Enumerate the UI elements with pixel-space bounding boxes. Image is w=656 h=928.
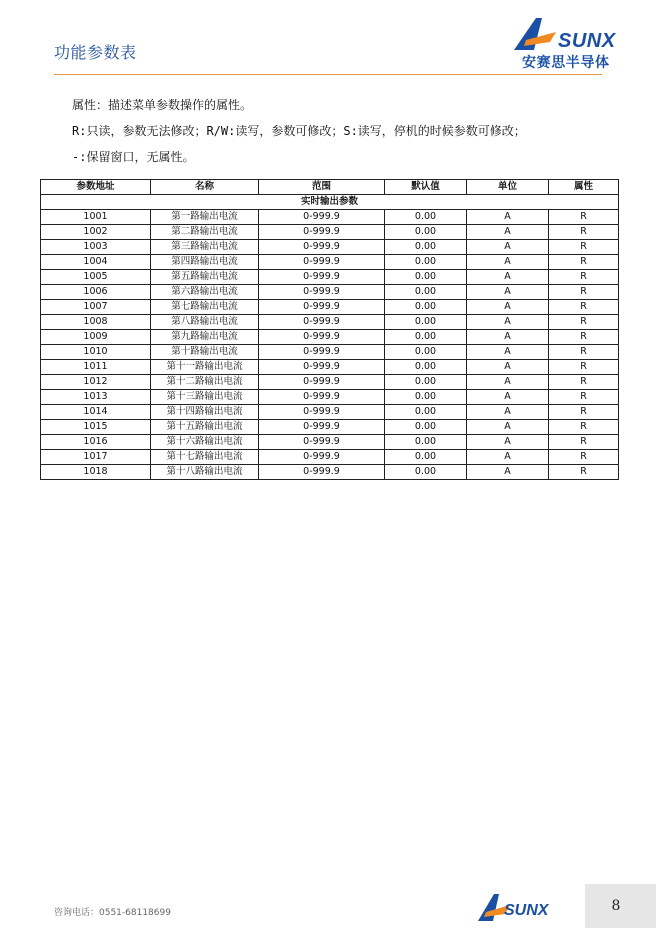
- cell-attribute: R: [549, 390, 619, 405]
- cell-attribute: R: [549, 315, 619, 330]
- header-unit: 单位: [467, 180, 549, 195]
- cell-name: 第十三路输出电流: [151, 390, 259, 405]
- cell-default: 0.00: [385, 225, 467, 240]
- cell-unit: A: [467, 330, 549, 345]
- cell-range: 0-999.9: [259, 435, 385, 450]
- header-default: 默认值: [385, 180, 467, 195]
- header-address: 参数地址: [41, 180, 151, 195]
- cell-unit: A: [467, 300, 549, 315]
- cell-unit: A: [467, 375, 549, 390]
- cell-address: 1017: [41, 450, 151, 465]
- cell-default: 0.00: [385, 240, 467, 255]
- table-row: [41, 240, 619, 255]
- cell-unit: A: [467, 450, 549, 465]
- cell-address: 1006: [41, 285, 151, 300]
- cell-default: 0.00: [385, 315, 467, 330]
- cell-name: 第十二路输出电流: [151, 375, 259, 390]
- cell-unit: A: [467, 270, 549, 285]
- cell-default: 0.00: [385, 435, 467, 450]
- attribute-description: 属性：描述菜单参数操作的属性。: [72, 98, 253, 112]
- cell-default: 0.00: [385, 390, 467, 405]
- cell-name: 第十七路输出电流: [151, 450, 259, 465]
- cell-default: 0.00: [385, 270, 467, 285]
- page-number-box: [585, 884, 656, 928]
- header-range: 范围: [259, 180, 385, 195]
- cell-unit: A: [467, 210, 549, 225]
- cell-name: 第一路输出电流: [151, 210, 259, 225]
- attribute-legend-r-rw-s: R:只读，参数无法修改；R/W:读写，参数可修改；S:读写，停机的时候参数可修改；: [72, 124, 526, 138]
- cell-range: 0-999.9: [259, 210, 385, 225]
- cell-default: 0.00: [385, 375, 467, 390]
- cell-address: 1003: [41, 240, 151, 255]
- cell-unit: A: [467, 390, 549, 405]
- attribute-legend-reserved: -:保留窗口，无属性。: [72, 150, 195, 164]
- cell-attribute: R: [549, 240, 619, 255]
- cell-range: 0-999.9: [259, 405, 385, 420]
- table-row: [41, 270, 619, 285]
- cell-default: 0.00: [385, 360, 467, 375]
- cell-default: 0.00: [385, 450, 467, 465]
- cell-range: 0-999.9: [259, 345, 385, 360]
- cell-name: 第十路输出电流: [151, 345, 259, 360]
- logo-text: SUNX: [558, 30, 616, 52]
- cell-attribute: R: [549, 330, 619, 345]
- cell-default: 0.00: [385, 300, 467, 315]
- cell-range: 0-999.9: [259, 390, 385, 405]
- footer-logo-text: SUNX: [504, 902, 549, 919]
- cell-attribute: R: [549, 270, 619, 285]
- cell-attribute: R: [549, 420, 619, 435]
- cell-range: 0-999.9: [259, 240, 385, 255]
- table-row: [41, 345, 619, 360]
- cell-unit: A: [467, 255, 549, 270]
- cell-address: 1005: [41, 270, 151, 285]
- cell-name: 第十一路输出电流: [151, 360, 259, 375]
- cell-name: 第六路输出电流: [151, 285, 259, 300]
- header-name: 名称: [151, 180, 259, 195]
- cell-address: 1002: [41, 225, 151, 240]
- cell-default: 0.00: [385, 210, 467, 225]
- cell-address: 1001: [41, 210, 151, 225]
- cell-attribute: R: [549, 360, 619, 375]
- company-logo: [512, 14, 632, 72]
- cell-attribute: R: [549, 435, 619, 450]
- page-number: 8: [611, 898, 621, 914]
- table-row: [41, 285, 619, 300]
- cell-attribute: R: [549, 210, 619, 225]
- footer-phone: 咨询电话：0551-68118699: [54, 908, 171, 918]
- cell-address: 1014: [41, 405, 151, 420]
- cell-name: 第四路输出电流: [151, 255, 259, 270]
- cell-address: 1004: [41, 255, 151, 270]
- header-divider: [54, 74, 602, 75]
- table-row: [41, 300, 619, 315]
- cell-attribute: R: [549, 465, 619, 480]
- cell-range: 0-999.9: [259, 450, 385, 465]
- cell-unit: A: [467, 225, 549, 240]
- cell-range: 0-999.9: [259, 420, 385, 435]
- cell-range: 0-999.9: [259, 465, 385, 480]
- cell-name: 第十八路输出电流: [151, 465, 259, 480]
- table-row: [41, 360, 619, 375]
- table-row: [41, 435, 619, 450]
- cell-name: 第十六路输出电流: [151, 435, 259, 450]
- cell-unit: A: [467, 240, 549, 255]
- cell-range: 0-999.9: [259, 375, 385, 390]
- table-row: [41, 210, 619, 225]
- cell-attribute: R: [549, 225, 619, 240]
- cell-address: 1013: [41, 390, 151, 405]
- cell-address: 1011: [41, 360, 151, 375]
- cell-address: 1016: [41, 435, 151, 450]
- table-row: [41, 315, 619, 330]
- cell-default: 0.00: [385, 465, 467, 480]
- footer-logo: [476, 890, 576, 924]
- cell-unit: A: [467, 360, 549, 375]
- cell-range: 0-999.9: [259, 360, 385, 375]
- table-row: [41, 255, 619, 270]
- table-row: [41, 465, 619, 480]
- cell-default: 0.00: [385, 330, 467, 345]
- table-row: [41, 330, 619, 345]
- table-row: [41, 225, 619, 240]
- table-header-row: [41, 180, 619, 195]
- cell-attribute: R: [549, 405, 619, 420]
- cell-address: 1010: [41, 345, 151, 360]
- cell-unit: A: [467, 405, 549, 420]
- table-row: [41, 375, 619, 390]
- cell-attribute: R: [549, 285, 619, 300]
- cell-range: 0-999.9: [259, 300, 385, 315]
- cell-default: 0.00: [385, 255, 467, 270]
- cell-name: 第九路输出电流: [151, 330, 259, 345]
- cell-address: 1012: [41, 375, 151, 390]
- cell-range: 0-999.9: [259, 330, 385, 345]
- cell-attribute: R: [549, 300, 619, 315]
- header-attribute: 属性: [549, 180, 619, 195]
- cell-name: 第八路输出电流: [151, 315, 259, 330]
- cell-name: 第三路输出电流: [151, 240, 259, 255]
- cell-name: 第二路输出电流: [151, 225, 259, 240]
- cell-address: 1015: [41, 420, 151, 435]
- page-title: 功能参数表: [54, 43, 137, 62]
- parameter-table: [40, 179, 619, 480]
- cell-unit: A: [467, 435, 549, 450]
- cell-attribute: R: [549, 375, 619, 390]
- cell-address: 1007: [41, 300, 151, 315]
- cell-range: 0-999.9: [259, 255, 385, 270]
- table-row: [41, 420, 619, 435]
- cell-name: 第七路输出电流: [151, 300, 259, 315]
- cell-attribute: R: [549, 255, 619, 270]
- cell-range: 0-999.9: [259, 225, 385, 240]
- table-row: [41, 450, 619, 465]
- cell-name: 第十五路输出电流: [151, 420, 259, 435]
- section-row: [41, 195, 619, 210]
- cell-default: 0.00: [385, 285, 467, 300]
- cell-unit: A: [467, 285, 549, 300]
- cell-address: 1008: [41, 315, 151, 330]
- cell-default: 0.00: [385, 345, 467, 360]
- cell-address: 1018: [41, 465, 151, 480]
- cell-default: 0.00: [385, 420, 467, 435]
- cell-range: 0-999.9: [259, 270, 385, 285]
- table-row: [41, 390, 619, 405]
- cell-unit: A: [467, 345, 549, 360]
- cell-attribute: R: [549, 450, 619, 465]
- cell-unit: A: [467, 465, 549, 480]
- cell-unit: A: [467, 420, 549, 435]
- logo-chinese-name: 安赛思半导体: [522, 55, 610, 71]
- cell-range: 0-999.9: [259, 315, 385, 330]
- cell-attribute: R: [549, 345, 619, 360]
- cell-name: 第五路输出电流: [151, 270, 259, 285]
- cell-address: 1009: [41, 330, 151, 345]
- cell-default: 0.00: [385, 405, 467, 420]
- section-title: 实时输出参数: [41, 195, 619, 210]
- table-row: [41, 405, 619, 420]
- cell-unit: A: [467, 315, 549, 330]
- cell-name: 第十四路输出电流: [151, 405, 259, 420]
- cell-range: 0-999.9: [259, 285, 385, 300]
